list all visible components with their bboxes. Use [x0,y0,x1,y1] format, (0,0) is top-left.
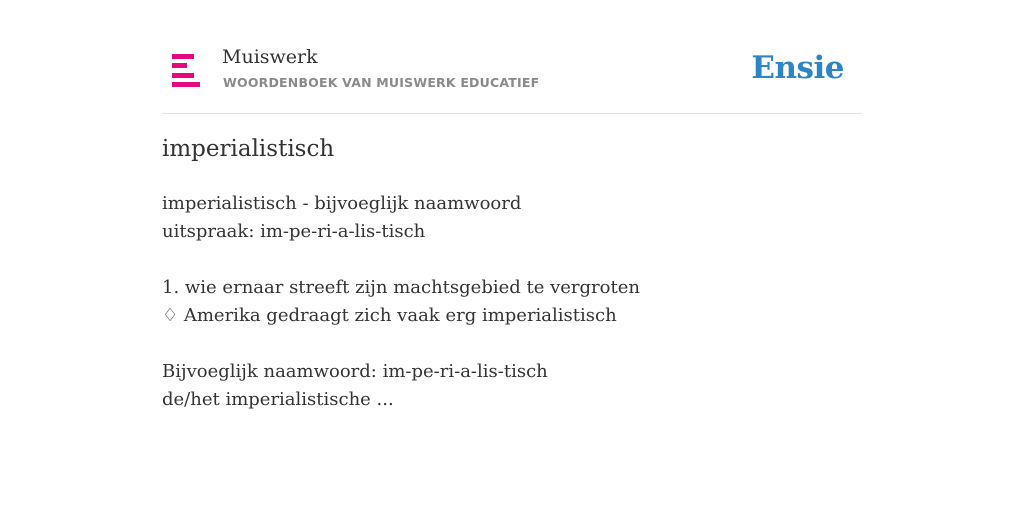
muiswerk-logo-icon[interactable] [172,54,200,88]
definition-line: Bijvoeglijk naamwoord: im-pe-ri-a-lis-tisch [162,361,548,382]
definition-line: imperialistisch - bijvoeglijk naamwoord [162,193,522,214]
header [162,40,862,114]
definition-line: de/het imperialistische ... [162,389,394,410]
ensie-logo-link[interactable]: Ensie [751,50,844,86]
site-name[interactable]: Muiswerk [222,46,318,68]
entry-definition [162,190,862,414]
site-subtitle: WOORDENBOEK VAN MUISWERK EDUCATIEF [223,75,540,90]
definition-line [162,330,862,358]
definition-line: uitspraak: im-pe-ri-a-lis-tisch [162,221,426,242]
definition-line: 1. wie ernaar streeft zijn machtsgebied te vergroten [162,277,640,298]
definition-line [162,246,862,274]
definition-line: ♢ Amerika gedraagt zich vaak erg imperialistisch [162,305,617,326]
entry-title: imperialistisch [162,136,335,162]
